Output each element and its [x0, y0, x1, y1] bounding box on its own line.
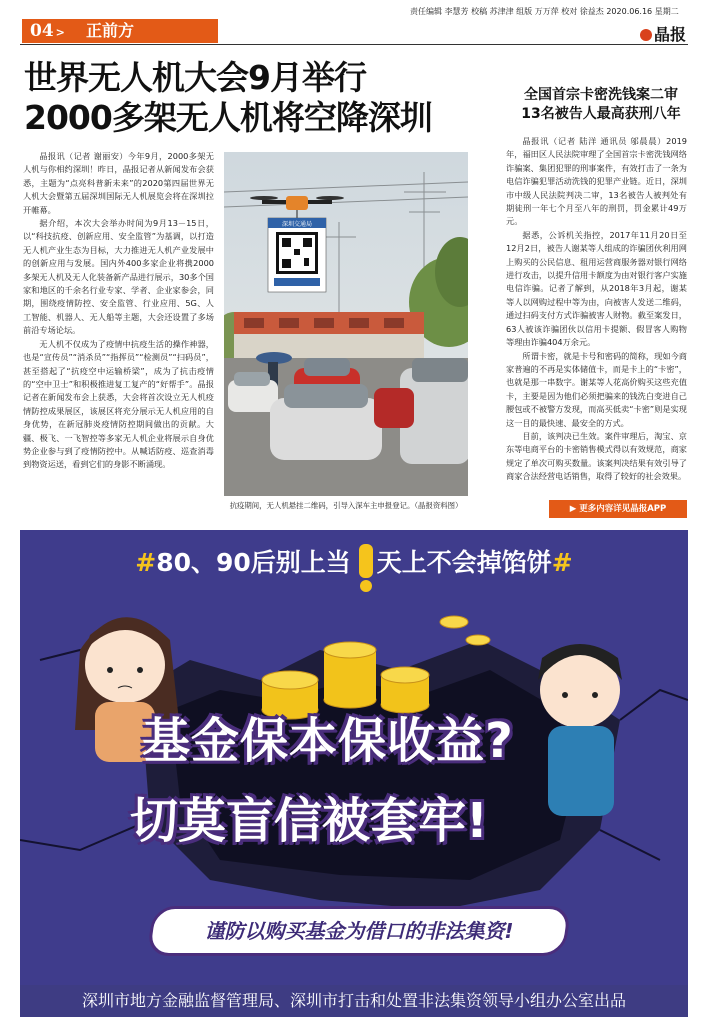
sign-text: 深圳交通局 [281, 221, 313, 228]
main-headline: 世界无人机大会9月举行 2000多架无人机将空降深圳 [24, 58, 432, 137]
main-paragraph-3: 无人机不仅成为了疫情中抗疫生活的操作神器，也是“宣传员”“消杀员”“指挥员”“检测员”“扫码员”，甚至搭起了“抗疫空中运输桥梁”，成为了抗击疫情的“空中卫士”和积极推进复工复产的“好帮手”。晶报记者在新闻发布会上获悉，大会将首次设立无人机疫情防控成果展区，该展区将充分展示无人机应用的自身优势，在新冠肺炎疫情防控期间做出的贡献。大疆、极飞、一飞智控等多家无人机企业将展示自身优势企业参与到了疫情防控中。从喊话防疫、巡查消毒到物资运送，看到它们的身影不断涌现。 [23, 338, 214, 470]
ad-headline-line1: 基金保本保收益? [142, 713, 514, 769]
side-article-body [506, 135, 687, 484]
header-rule [20, 44, 688, 45]
ad-top-banner: #80、90后别上当 天上不会掉馅饼# [135, 548, 573, 577]
section-title: 正前方 [86, 21, 135, 40]
main-paragraph-1: 晶报讯（记者 谢丽安）今年9月，2000多架无人机与你相约深圳！昨日，晶报记者从新闻发布会获悉，主题为“点亮科普新未来”的2020第四届世界无人机大会暨第五届深圳国际无人机展览会将在深圳拉开帷幕。 [23, 151, 214, 215]
drone-photo [224, 152, 468, 496]
ad-slogan: 谨防以购买基金为借口的非法集资! [204, 919, 514, 943]
side-paragraph-1: 晶报讯（记者 陆洋 通讯员 邬晨晨）2019年，福田区人民法院审理了全国首宗卡密洗钱网络诈骗案、集团犯罪的刑事案件，有效打击了一条为电信诈骗犯罪活动洗钱的犯罪产业链。近日，深圳市中级人民法院判决二审，13名被告人被判处有期徒刑一年七个月至八年的刑罚，罚金累计49万元。 [506, 136, 687, 227]
main-paragraph-2: 据介绍，本次大会举办时间为9月13－15日，以“科技抗疫、创新应用、安全监管”为基调，以打造无人机产业生态为目标，大力推进无人机产业发展中的创新应用与发展。国内外400多家企业将携2000多架无人机及无人化装备新产品进行展示，30多个国家和地区的千余名行业专家、学者、企业家参会，同期，围绕疫情防控、安全监管、行业应用、5G、人工智能、机器人、无人船等主题，大会还设置了多场前沿专场论坛。 [23, 218, 214, 336]
logo-dot-icon [640, 29, 652, 41]
page-number: 04 > [30, 21, 65, 41]
more-in-app-link[interactable]: ▶ 更多内容详见晶报APP [549, 500, 687, 518]
ad-headline-line2: 切莫盲信被套牢! [130, 793, 488, 849]
ad-footer: 深圳市地方金融监督管理局、深圳市打击和处置非法集资领导小组办公室出品 [81, 991, 626, 1010]
editor-credits: 责任编辑 李慧芳 校稿 苏津津 组版 万万萍 校对 徐益杰 2020.06.16 星期二 [410, 7, 679, 16]
photo-caption: 抗疫期间，无人机悬挂二维码，引导入深车主申报登记。（晶报资料图） [229, 501, 463, 510]
side-paragraph-2: 据悉，公诉机关指控，2017年11月20日至12月2日，被告人谢某等人组成的诈骗团伙利用网上购买的公民信息、租用运营商服务器对银行网络进行攻击，以提升信用卡额度为由对银行客户实施电信诈骗。记者了解到，从2018年3月起，谢某等人以网购过程中等为由，向被害人发送二维码，通过扫码支付方式诈骗被害人财物。截至案发日，63人被该诈骗团伙以信用卡提额、假冒客人购物等理由诈骗404万余元。 [506, 229, 687, 348]
side-paragraph-4: 目前，该判决已生效。案件审理后，淘宝、京东等电商平台的卡密销售模式得以有效规范，商家规定了单次可购买数量。该案判决结果有效引导了商家合法经营电话销售，取得了较好的社会效果。 [506, 430, 687, 482]
main-article-body [23, 150, 214, 472]
drone-photo-illustration [224, 152, 468, 496]
side-paragraph-3: 所谓卡密，就是卡号和密码的简称，现如今商家普遍的不再是实体储值卡，而是卡上的“卡密”，也就是那一串数字。谢某等人花高价购买这些充值卡，主要是因为他们必须把骗来的钱洗白变进自己腰包或不被警方发现，而高买低卖“卡密”则是实现这一目的最快速、最安全的方式。 [506, 350, 687, 428]
newspaper-logo: 晶报 [640, 22, 686, 45]
side-article-title: 全国首宗卡密洗钱案二审 13名被告人最高获刑八年 [521, 87, 681, 122]
